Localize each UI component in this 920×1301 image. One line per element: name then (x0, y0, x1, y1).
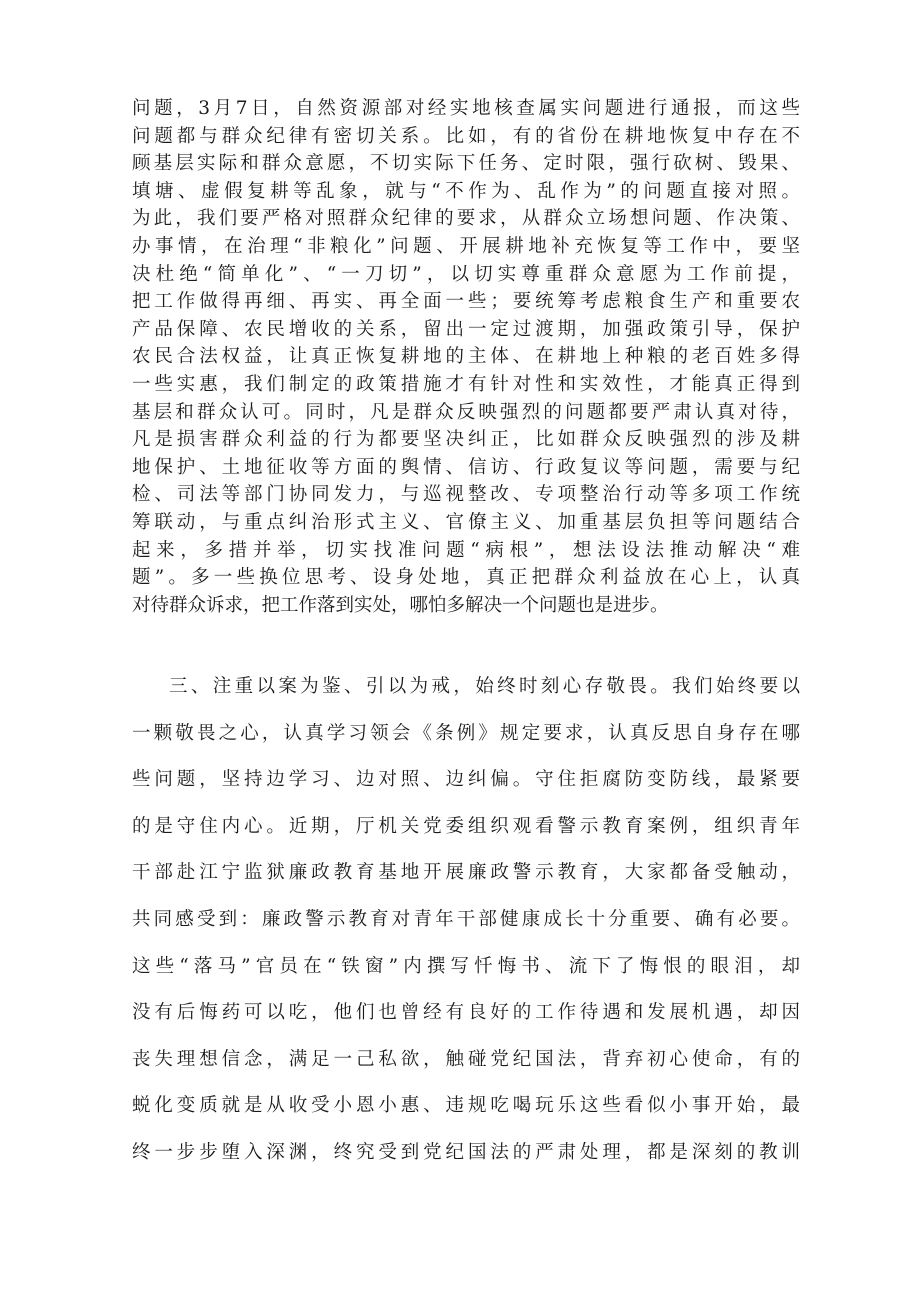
text-line: 共同感受到：廉政警示教育对青年干部健康成长十分重要、确有必要。 (132, 908, 800, 930)
section-heading-line: 三、注重以案为鉴、引以为戒，始终时刻心存敬畏。我们始终要以 (169, 676, 800, 697)
text-line: 一些实惠，我们制定的政策措施才有针对性和实效性，才能真正得到 (132, 373, 800, 395)
text-line: 问题，3月7日，自然资源部对经实地核查属实问题进行通报，而这些 (132, 98, 800, 119)
text-line: 检、司法等部门协同发力，与巡视整改、专项整治行动等多项工作统 (132, 484, 800, 506)
text-line: 题”。多一些换位思考、设身处地，真正把群众利益放在心上，认真 (132, 567, 800, 589)
text-line: 丧失理想信念，满足一己私欲，触碰党纪国法，背弃初心使命，有的 (132, 1048, 800, 1070)
text-line: 些问题，坚持边学习、边对照、边纠偏。守住拒腐防变防线，最紧要 (132, 769, 800, 791)
text-line: 填塘、虚假复耕等乱象，就与“不作为、乱作为”的问题直接对照。 (132, 180, 800, 202)
text-line: 这些“落马”官员在“铁窗”内撰写忏悔书、流下了悔恨的眼泪，却 (132, 955, 800, 977)
text-line: 一颗敬畏之心，认真学习领会《条例》规定要求，认真反思自身存在哪 (132, 722, 800, 744)
text-line: 为此，我们要严格对照群众纪律的要求，从群众立场想问题、作决策、 (132, 208, 800, 230)
text-line: 农民合法权益，让真正恢复耕地的主体、在耕地上种粮的老百姓多得 (132, 346, 800, 368)
paragraph-group-discipline (132, 95, 800, 619)
text-line: 的是守住内心。近期，厅机关党委组织观看警示教育案例，组织青年 (132, 815, 800, 837)
text-line: 干部赴江宁监狱廉政教育基地开展廉政警示教育，大家都备受触动， (132, 862, 800, 884)
text-line: 问题都与群众纪律有密切关系。比如，有的省份在耕地恢复中存在不 (132, 125, 800, 147)
paragraph-group-warning-education (132, 664, 800, 1177)
text-line: 起来，多措并举，切实找准问题“病根”，想法设法推动解决“难 (132, 539, 800, 561)
text-line: 产品保障、农民增收的关系，留出一定过渡期，加强政策引导，保护 (132, 318, 800, 340)
text-line: 把工作做得再细、再实、再全面一些；要统筹考虑粮食生产和重要农 (132, 291, 800, 313)
text-line: 对待群众诉求，把工作落到实处，哪怕多解决一个问题也是进步。 (132, 594, 669, 616)
text-line: 基层和群众认可。同时，凡是群众反映强烈的问题都要严肃认真对待， (132, 401, 800, 423)
text-line: 办事情，在治理“非粮化”问题、开展耕地补充恢复等工作中，要坚 (132, 235, 800, 257)
text-line: 终一步步堕入深渊，终究受到党纪国法的严肃处理，都是深刻的教训 (132, 1141, 800, 1163)
text-line: 顾基层实际和群众意愿，不切实际下任务、定时限，强行砍树、毁果、 (132, 153, 800, 175)
text-line: 决杜绝“简单化”、“一刀切”，以切实尊重群众意愿为工作前提， (132, 263, 800, 285)
text-line: 蜕化变质就是从收受小恩小惠、违规吃喝玩乐这些看似小事开始，最 (132, 1095, 800, 1117)
text-line: 没有后悔药可以吃，他们也曾经有良好的工作待遇和发展机遇，却因 (132, 1002, 800, 1024)
text-line: 地保护、土地征收等方面的舆情、信访、行政复议等问题，需要与纪 (132, 456, 800, 478)
text-line: 凡是损害群众利益的行为都要坚决纠正，比如群众反映强烈的涉及耕 (132, 429, 800, 451)
text-line: 筹联动，与重点纠治形式主义、官僚主义、加重基层负担等问题结合 (132, 511, 800, 533)
